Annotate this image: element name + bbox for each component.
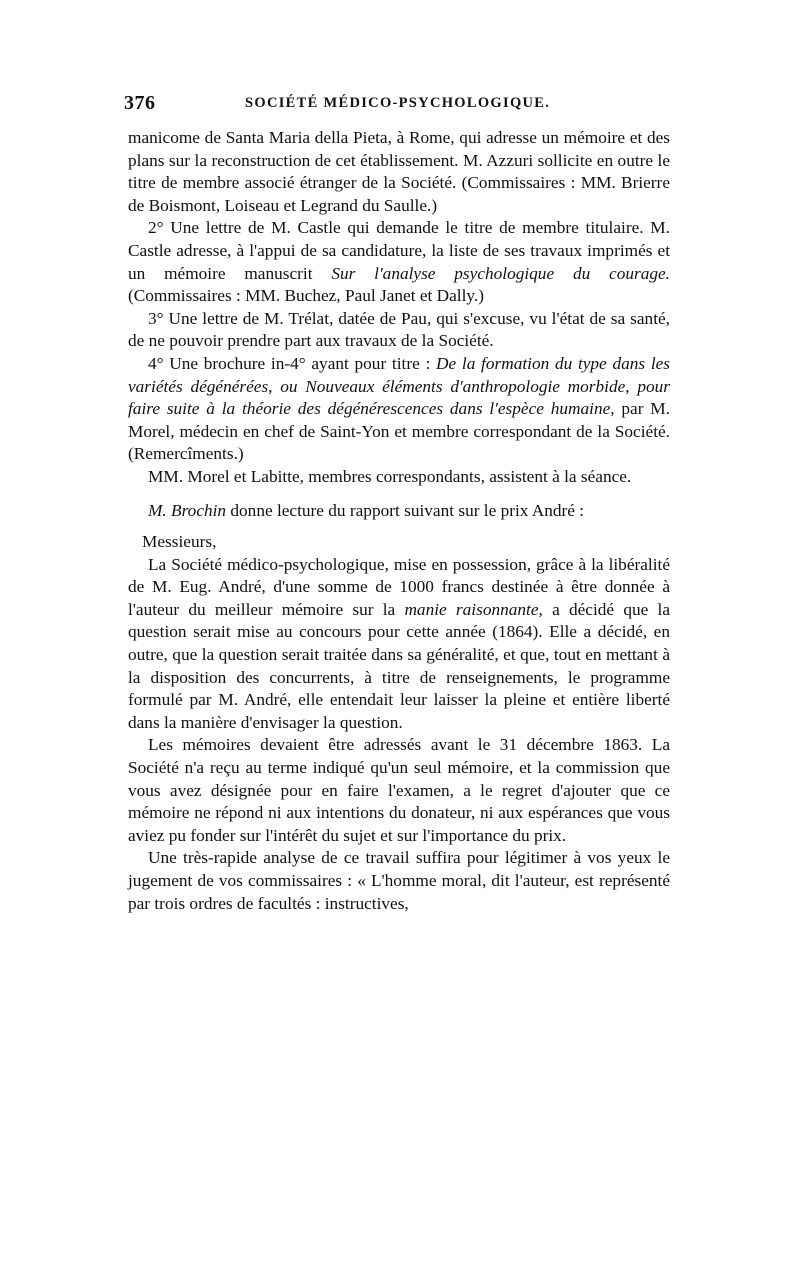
paragraph-brochin [128, 500, 670, 523]
paragraph-analysis [128, 847, 670, 915]
paragraph-trelat [128, 308, 670, 353]
paragraph-text: Les mémoires devaient être adressés avant le 31 décembre 1863. La Société n'a reçu au terme indiqué qu'un seul mémoire, et la commission que vous avez désignée pour en faire l'examen, a le regret d'ajouter que ce mémoire ne répond ni aux intentions du donateur, ni aux espérances que vous aviez pu fonder sur l'intérêt du sujet et sur l'importance du prix. [128, 735, 670, 845]
paragraph-castle [128, 217, 670, 307]
memoir-title: Sur l'analyse psychologique du courage. [331, 263, 670, 283]
paragraph-text: La Société médico-psychologique, mise en possession, grâce à la libéralité de M. Eug. André, d'une somme de 1000 francs destinée à être donnée à l'auteur du meilleur mémoire sur la [128, 554, 670, 619]
paragraph-brochure [128, 353, 670, 466]
paragraph-text: manicome de Santa Maria della Pieta, à Rome, qui adresse un mémoire et des plans sur la reconstruction de cet établissement. M. Azzuri sollicite en outre le titre de membre associé étranger de la Société. (Commissaires : MM. Brierre de Boismont, Loiseau et Legrand du Saulle.) [128, 128, 670, 215]
salutation-text: Messieurs, [142, 532, 217, 552]
brochure-title: De la formation du type dans les variétés dégénérées, ou Nouveaux éléments d'anthropologie morbide, pour faire suite à la théorie des dégénérescences dans l'espèce humaine, [128, 353, 671, 419]
paragraph-text: Une très-rapide analyse de ce travail suffira pour légitimer à vos yeux le jugement de vos commissaires : « L'homme moral, dit l'auteur, est représenté par trois ordres de facultés : instructives, [128, 848, 670, 913]
body-text [128, 127, 670, 915]
paragraph-text: (Commissaires : MM. Buchez, Paul Janet et Dally.) [128, 286, 484, 306]
paragraph-prize [128, 554, 670, 735]
speaker-name: M. Brochin [148, 500, 227, 520]
running-title: SOCIÉTÉ MÉDICO-PSYCHOLOGIQUE. [245, 95, 551, 111]
paragraph-text: 3° Une lettre de M. Trélat, datée de Pau, qui s'excuse, vu l'état de sa santé, de ne pouvoir prendre part aux travaux de la Société. [128, 308, 670, 351]
prize-subject: manie raisonnante, [404, 599, 543, 619]
paragraph-text: 4° Une brochure in-4° ayant pour titre : [148, 353, 437, 373]
paragraph-text: donne lecture du rapport suivant sur le prix André : [226, 500, 585, 520]
salutation [128, 531, 670, 554]
paragraph-text: par M. Morel, médecin en chef de Saint-Yon et membre correspondant de la Société. (Remercîments.) [128, 399, 670, 464]
page-number: 376 [124, 92, 156, 114]
running-head [120, 92, 680, 116]
paragraph-memoirs [128, 734, 670, 847]
paragraph-santa-maria [128, 127, 670, 217]
paragraph-attendance [128, 466, 670, 489]
paragraph-text: 2° Une lettre de M. Castle qui demande le titre de membre titulaire. M. Castle adresse, à l'appui de sa candidature, la liste de ses travaux imprimés et un mémoire manuscrit [128, 218, 670, 283]
paragraph-text: a décidé que la question serait mise au concours pour cette année (1864). Elle a décidé, en outre, que la question serait traitée dans sa généralité, et que, tout en mettant à la disposition des concurrents, à titre de renseignements, le programme formulé par M. André, elle entendait leur laisser la pleine et entière liberté dans la manière d'envisager la question. [128, 599, 670, 732]
paragraph-text: MM. Morel et Labitte, membres correspondants, assistent à la séance. [148, 466, 632, 486]
